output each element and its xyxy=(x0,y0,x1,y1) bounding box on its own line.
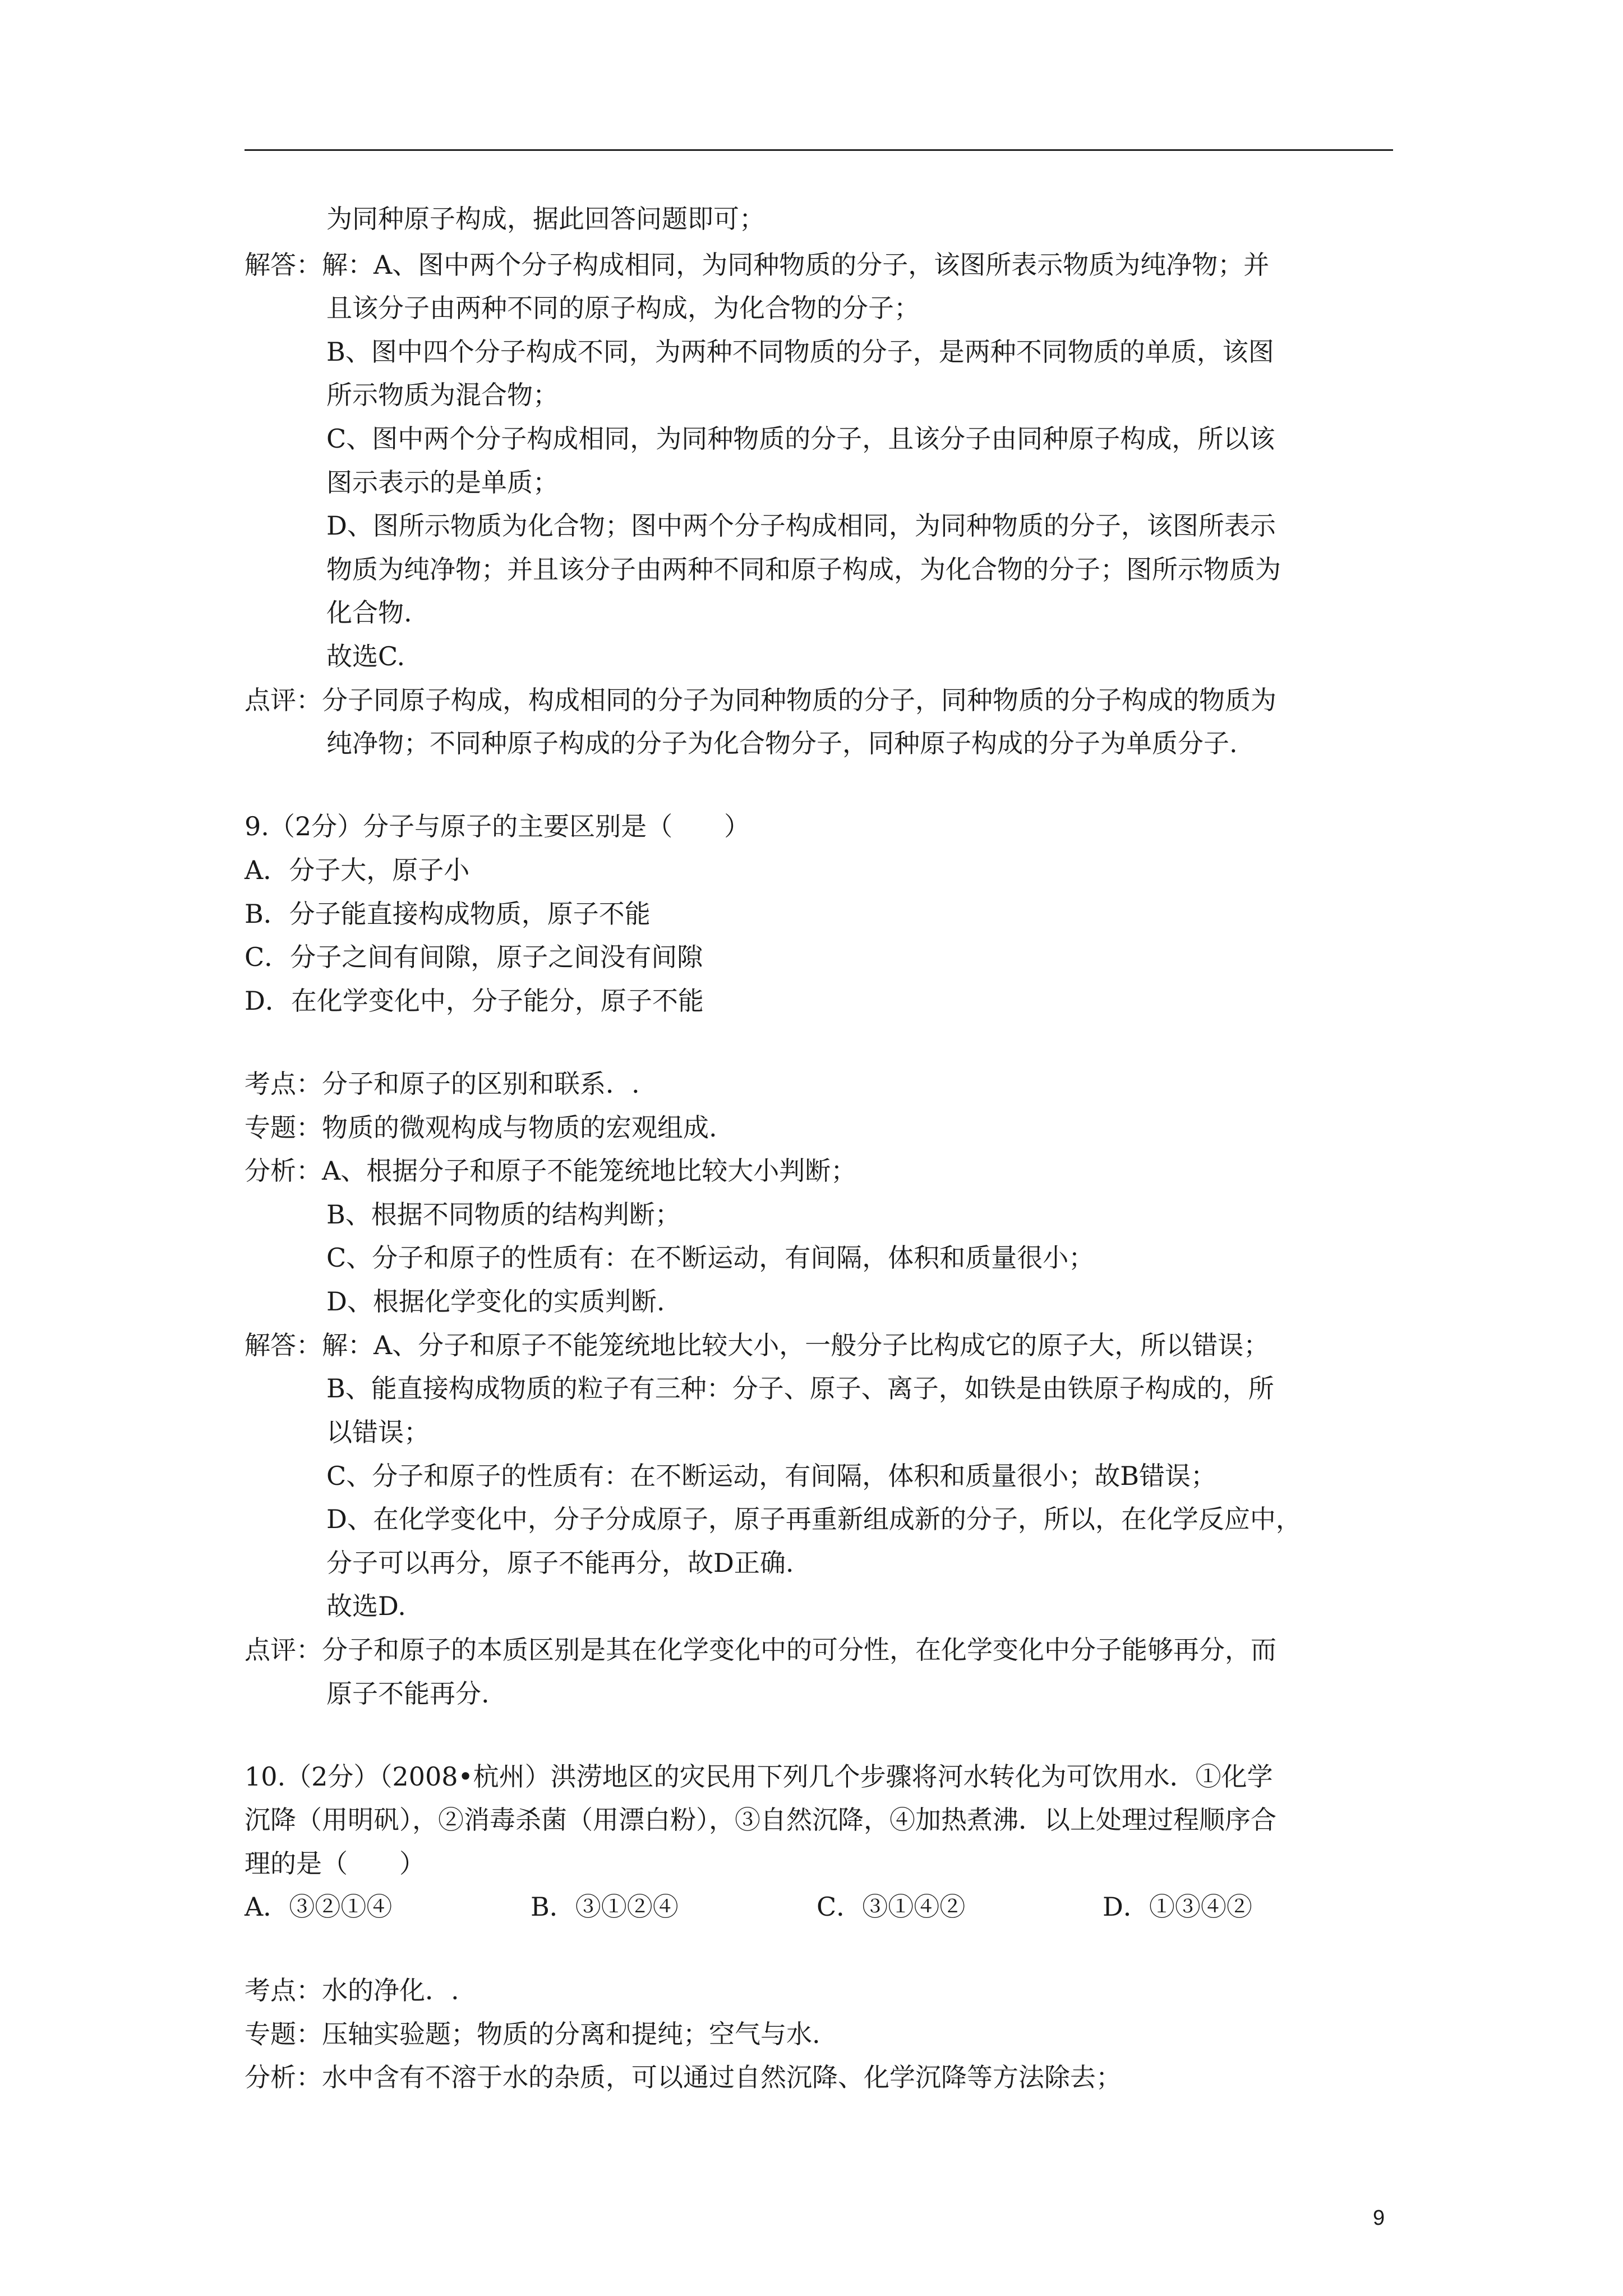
q10-kaodian: 考点：水的净化．. xyxy=(245,1975,459,2005)
q10-option-c: C．③①④② xyxy=(817,1892,966,1922)
prev-answer-line: D、图所示物质为化合物；图中两个分子构成相同，为同种物质的分子，该图所表示 xyxy=(326,510,1276,541)
q9-answer-line: D、在化学变化中，分子分成原子，原子再重新组成新的分子，所以，在化学反应中， xyxy=(326,1504,1302,1534)
q9-zhuanti: 专题：物质的微观构成与物质的宏观组成. xyxy=(245,1112,717,1143)
q9-answer-line: 以错误； xyxy=(326,1417,430,1447)
prev-answer-line: 且该分子由两种不同的原子构成，为化合物的分子； xyxy=(326,293,920,323)
prev-answer-line: 解答：解：A、图中两个分子构成相同，为同种物质的分子，该图所表示物质为纯净物；并 xyxy=(245,250,1270,280)
q9-analysis-line: D、根据化学变化的实质判断. xyxy=(326,1286,665,1317)
q9-answer-line: 解答：解：A、分子和原子不能笼统地比较大小，一般分子比构成它的原子大，所以错误； xyxy=(245,1330,1270,1360)
q10-stem-line: 理的是（ ） xyxy=(245,1848,425,1879)
q9-option-a: A．分子大，原子小 xyxy=(245,855,470,885)
q10-zhuanti: 专题：压轴实验题；物质的分离和提纯；空气与水. xyxy=(245,2019,820,2049)
q10-stem-line: 10.（2分）（2008•杭州）洪涝地区的灾民用下列几个步骤将河水转化为可饮用水．①化学 xyxy=(245,1761,1273,1792)
q10-stem-line: 沉降（用明矾），②消毒杀菌（用漂白粉），③自然沉降，④加热煮沸．以上处理过程顺序合 xyxy=(245,1805,1276,1835)
prev-answer-line: 物质为纯净物；并且该分子由两种不同和原子构成，为化合物的分子；图所示物质为 xyxy=(326,554,1281,585)
prev-answer-line: 化合物. xyxy=(326,597,412,628)
q9-comment-line: 原子不能再分. xyxy=(326,1678,490,1709)
q9-analysis-line: B、根据不同物质的结构判断； xyxy=(326,1199,681,1230)
q9-analysis-line: 分析：A、根据分子和原子不能笼统地比较大小判断； xyxy=(245,1156,857,1186)
prev-answer-line: 所示物质为混合物； xyxy=(326,380,559,410)
q10-option-d: D．①③④② xyxy=(1103,1892,1252,1922)
prev-answer-line: 故选C. xyxy=(326,641,405,671)
q9-answer-line: B、能直接构成物质的粒子有三种：分子、原子、离子，如铁是由铁原子构成的，所 xyxy=(326,1373,1274,1404)
prev-comment-line: 点评：分子同原子构成，构成相同的分子为同种物质的分子，同种物质的分子构成的物质为 xyxy=(245,685,1276,715)
q9-option-b: B．分子能直接构成物质，原子不能 xyxy=(245,899,651,929)
prev-answer-line: B、图中四个分子构成不同，为两种不同物质的分子，是两种不同物质的单质，该图 xyxy=(326,337,1274,367)
prev-answer-line: C、图中两个分子构成相同，为同种物质的分子，且该分子由同种原子构成，所以该 xyxy=(326,424,1275,454)
q9-stem: 9.（2分）分子与原子的主要区别是（ ） xyxy=(245,811,750,841)
page-number: 9 xyxy=(1373,2206,1385,2230)
q10-option-b: B．③①②④ xyxy=(531,1892,679,1922)
q9-answer-line: 分子可以再分，原子不能再分，故D正确. xyxy=(326,1548,794,1578)
q10-option-a: A．③②①④ xyxy=(245,1892,393,1922)
q9-comment-line: 点评：分子和原子的本质区别是其在化学变化中的可分性，在化学变化中分子能够再分，而 xyxy=(245,1635,1276,1665)
q9-analysis-line: C、分子和原子的性质有：在不断运动，有间隔，体积和质量很小； xyxy=(326,1243,1095,1273)
prev-comment-line: 纯净物；不同种原子构成的分子为化合物分子，同种原子构成的分子为单质分子. xyxy=(326,728,1238,758)
q9-option-c: C．分子之间有间隙，原子之间没有间隙 xyxy=(245,942,703,972)
analysis-tail-line: 为同种原子构成，据此回答问题即可； xyxy=(326,204,765,234)
prev-answer-line: 图示表示的是单质； xyxy=(326,467,559,498)
q9-answer-line: C、分子和原子的性质有：在不断运动，有间隔，体积和质量很小；故B错误； xyxy=(326,1461,1216,1491)
q9-option-d: D．在化学变化中，分子能分，原子不能 xyxy=(245,986,704,1016)
q9-kaodian: 考点：分子和原子的区别和联系．. xyxy=(245,1069,640,1099)
q10-analysis: 分析：水中含有不溶于水的杂质，可以通过自然沉降、化学沉降等方法除去； xyxy=(245,2062,1122,2092)
q9-answer-line: 故选D. xyxy=(326,1591,406,1621)
header-rule xyxy=(245,149,1393,151)
